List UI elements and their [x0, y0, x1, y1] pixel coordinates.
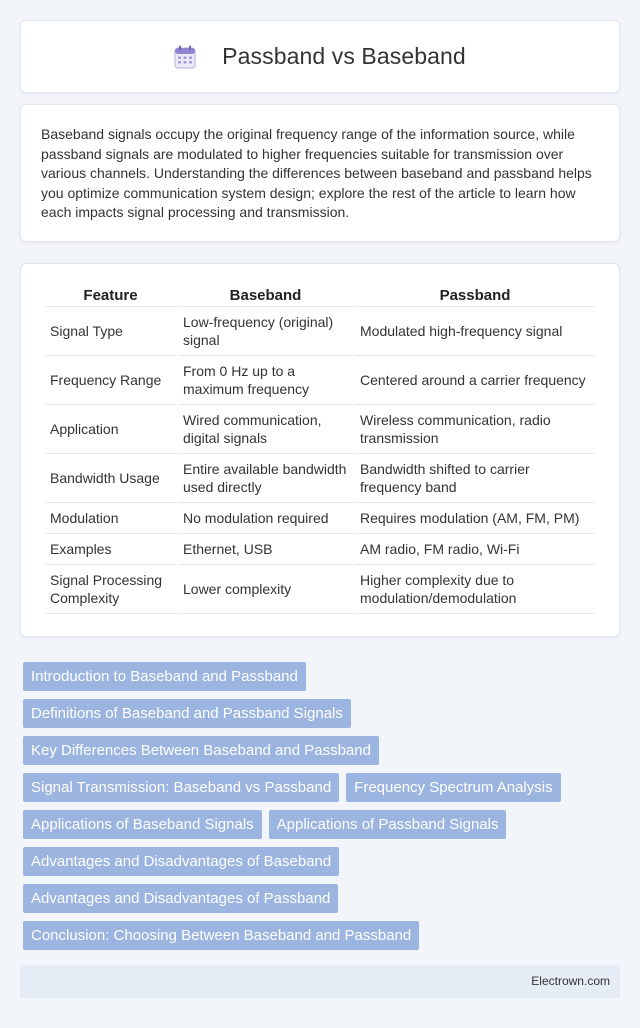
- comparison-card: [20, 263, 620, 637]
- table-cell: Wired communication, digital signals: [178, 405, 353, 454]
- topic-link[interactable]: Applications of Baseband Signals: [23, 810, 262, 839]
- table-cell: Low-frequency (original) signal: [178, 307, 353, 356]
- topic-link[interactable]: Advantages and Disadvantages of Passband: [23, 884, 338, 913]
- table-cell: Bandwidth shifted to carrier frequency band: [355, 454, 595, 503]
- table-cell: Requires modulation (AM, FM, PM): [355, 503, 595, 534]
- topic-link[interactable]: Conclusion: Choosing Between Baseband and Passband: [23, 921, 419, 950]
- header-baseband: Baseband: [178, 284, 353, 307]
- table-cell: Application: [45, 405, 176, 454]
- table-cell: Modulated high-frequency signal: [355, 307, 595, 356]
- table-row: [45, 503, 595, 534]
- header-passband: Passband: [355, 284, 595, 307]
- table-row: [45, 405, 595, 454]
- topic-links: [23, 662, 623, 958]
- topic-link[interactable]: Key Differences Between Baseband and Passband: [23, 736, 379, 765]
- topic-link[interactable]: Advantages and Disadvantages of Baseband: [23, 847, 339, 876]
- table-row: [45, 534, 595, 565]
- table-cell: Modulation: [45, 503, 176, 534]
- table-cell: Examples: [45, 534, 176, 565]
- footer-site-name: Electrown.com: [531, 974, 610, 988]
- table-row: [45, 307, 595, 356]
- table-cell: Ethernet, USB: [178, 534, 353, 565]
- topic-link[interactable]: Introduction to Baseband and Passband: [23, 662, 306, 691]
- table-cell: Lower complexity: [178, 565, 353, 614]
- topic-link[interactable]: Frequency Spectrum Analysis: [346, 773, 560, 802]
- intro-paragraph: Baseband signals occupy the original frequency range of the information source, while passband signals are modulated to higher frequencies suitable for transmission over various channels. Understanding the differences between baseband and passband helps you optimize communication system design; explore the rest of the article to learn how each impacts signal processing and transmission.: [41, 126, 592, 221]
- table-row: [45, 356, 595, 405]
- table-cell: Frequency Range: [45, 356, 176, 405]
- topic-link[interactable]: Applications of Passband Signals: [269, 810, 507, 839]
- calendar-icon: [174, 45, 196, 69]
- topic-link[interactable]: Definitions of Baseband and Passband Signals: [23, 699, 351, 728]
- title-card: [20, 20, 620, 93]
- table-cell: No modulation required: [178, 503, 353, 534]
- table-row: [45, 454, 595, 503]
- table-header-row: [45, 284, 595, 307]
- table-cell: Signal Type: [45, 307, 176, 356]
- table-cell: Centered around a carrier frequency: [355, 356, 595, 405]
- table-cell: From 0 Hz up to a maximum frequency: [178, 356, 353, 405]
- table-cell: AM radio, FM radio, Wi-Fi: [355, 534, 595, 565]
- table-cell: Higher complexity due to modulation/demodulation: [355, 565, 595, 614]
- table-cell: Bandwidth Usage: [45, 454, 176, 503]
- page-title: Passband vs Baseband: [222, 43, 466, 69]
- topic-link[interactable]: Signal Transmission: Baseband vs Passband: [23, 773, 339, 802]
- intro-card: [20, 104, 620, 242]
- table-cell: Signal Processing Complexity: [45, 565, 176, 614]
- table-cell: Entire available bandwidth used directly: [178, 454, 353, 503]
- footer: [20, 965, 620, 998]
- table-row: [45, 565, 595, 614]
- table-cell: Wireless communication, radio transmission: [355, 405, 595, 454]
- comparison-table: [43, 284, 597, 614]
- header-feature: Feature: [45, 284, 176, 307]
